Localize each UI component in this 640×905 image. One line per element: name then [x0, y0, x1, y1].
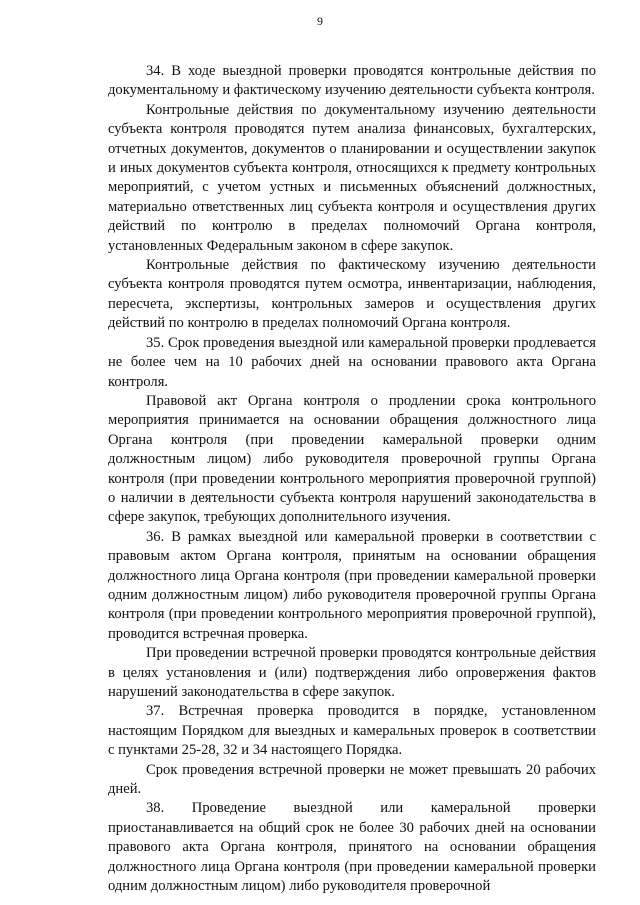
- paragraph-documentary-actions: Контрольные действия по документальному изучению деятельности субъекта контроля проводятся путем анализа финансовых, бухгалтерских, отчетных документов, документов о планировании и осуществлении закупок и иных документов субъекта контроля, относящихся к предмету контрольных мероприятий, с учетом устных и письменных объяснений должностных, материально ответственных лиц субъекта контроля и осуществления других действий по контролю в пределах полномочий Органа контроля, установленных Федеральным законом в сфере закупок.: [108, 101, 596, 254]
- paragraph-35: 35. Срок проведения выездной или камеральной проверки продлевается не более чем на 10 рабочих дней на основании правового акта Органа контроля.: [108, 334, 596, 390]
- paragraph-34: 34. В ходе выездной проверки проводятся контрольные действия по документальному и фактическому изучению деятельности субъекта контроля.: [108, 63, 596, 99]
- paragraph-factual-actions: Контрольные действия по фактическому изучению деятельности субъекта контроля проводятся путем осмотра, инвентаризации, наблюдения, пересчета, экспертизы, контрольных замеров и осуществления других действий по контролю в пределах полномочий Органа контроля.: [108, 257, 596, 332]
- paragraph-counter-check-term: Срок проведения встречной проверки не может превышать 20 рабочих дней.: [108, 761, 596, 798]
- page-number: 9: [317, 14, 323, 28]
- paragraph-36: 36. В рамках выездной или камеральной проверки в соответствии с правовым актом Органа контроля, принятым на основании обращения должностного лица Органа контроля (при проведении камеральной проверки одним должностным лицом) либо руководителя проверочной группы Органа контроля (при проведении контрольного мероприятия проверочной группой), проводится встречная проверка.: [108, 528, 596, 642]
- paragraph-38: 38. Проведение выездной или камеральной проверки приостанавливается на общий срок не более 30 рабочих дней на основании правового акта Органа контроля, принятого на основании обращения должностного лица Органа контроля (при проведении камеральной проверки одним должностным лицом) либо руководителя проверочной: [108, 800, 596, 895]
- paragraph-counter-check-actions: При проведении встречной проверки проводятся контрольные действия в целях установления и (или) подтверждения либо опровержения фактов нарушений законодательства в сфере закупок.: [108, 645, 596, 700]
- paragraph-37: 37. Встречная проверка проводится в порядке, установленном настоящим Порядком для выездных и камеральных проверок в соответствии с пунктами 25-28, 32 и 34 настоящего Порядка.: [108, 703, 596, 759]
- paragraph-extension-act: Правовой акт Органа контроля о продлении срока контрольного мероприятия принимается на основании обращения должностного лица Органа контроля (при проведении камеральной проверки одним должностным лицом) либо руководителя проверочной группы Органа контроля (при проведении контрольного мероприятия проверочной группой) о наличии в деятельности субъекта контроля нарушений законодательства в сфере закупок, требующих дополнительного изучения.: [108, 392, 596, 526]
- document-body: [108, 62, 596, 896]
